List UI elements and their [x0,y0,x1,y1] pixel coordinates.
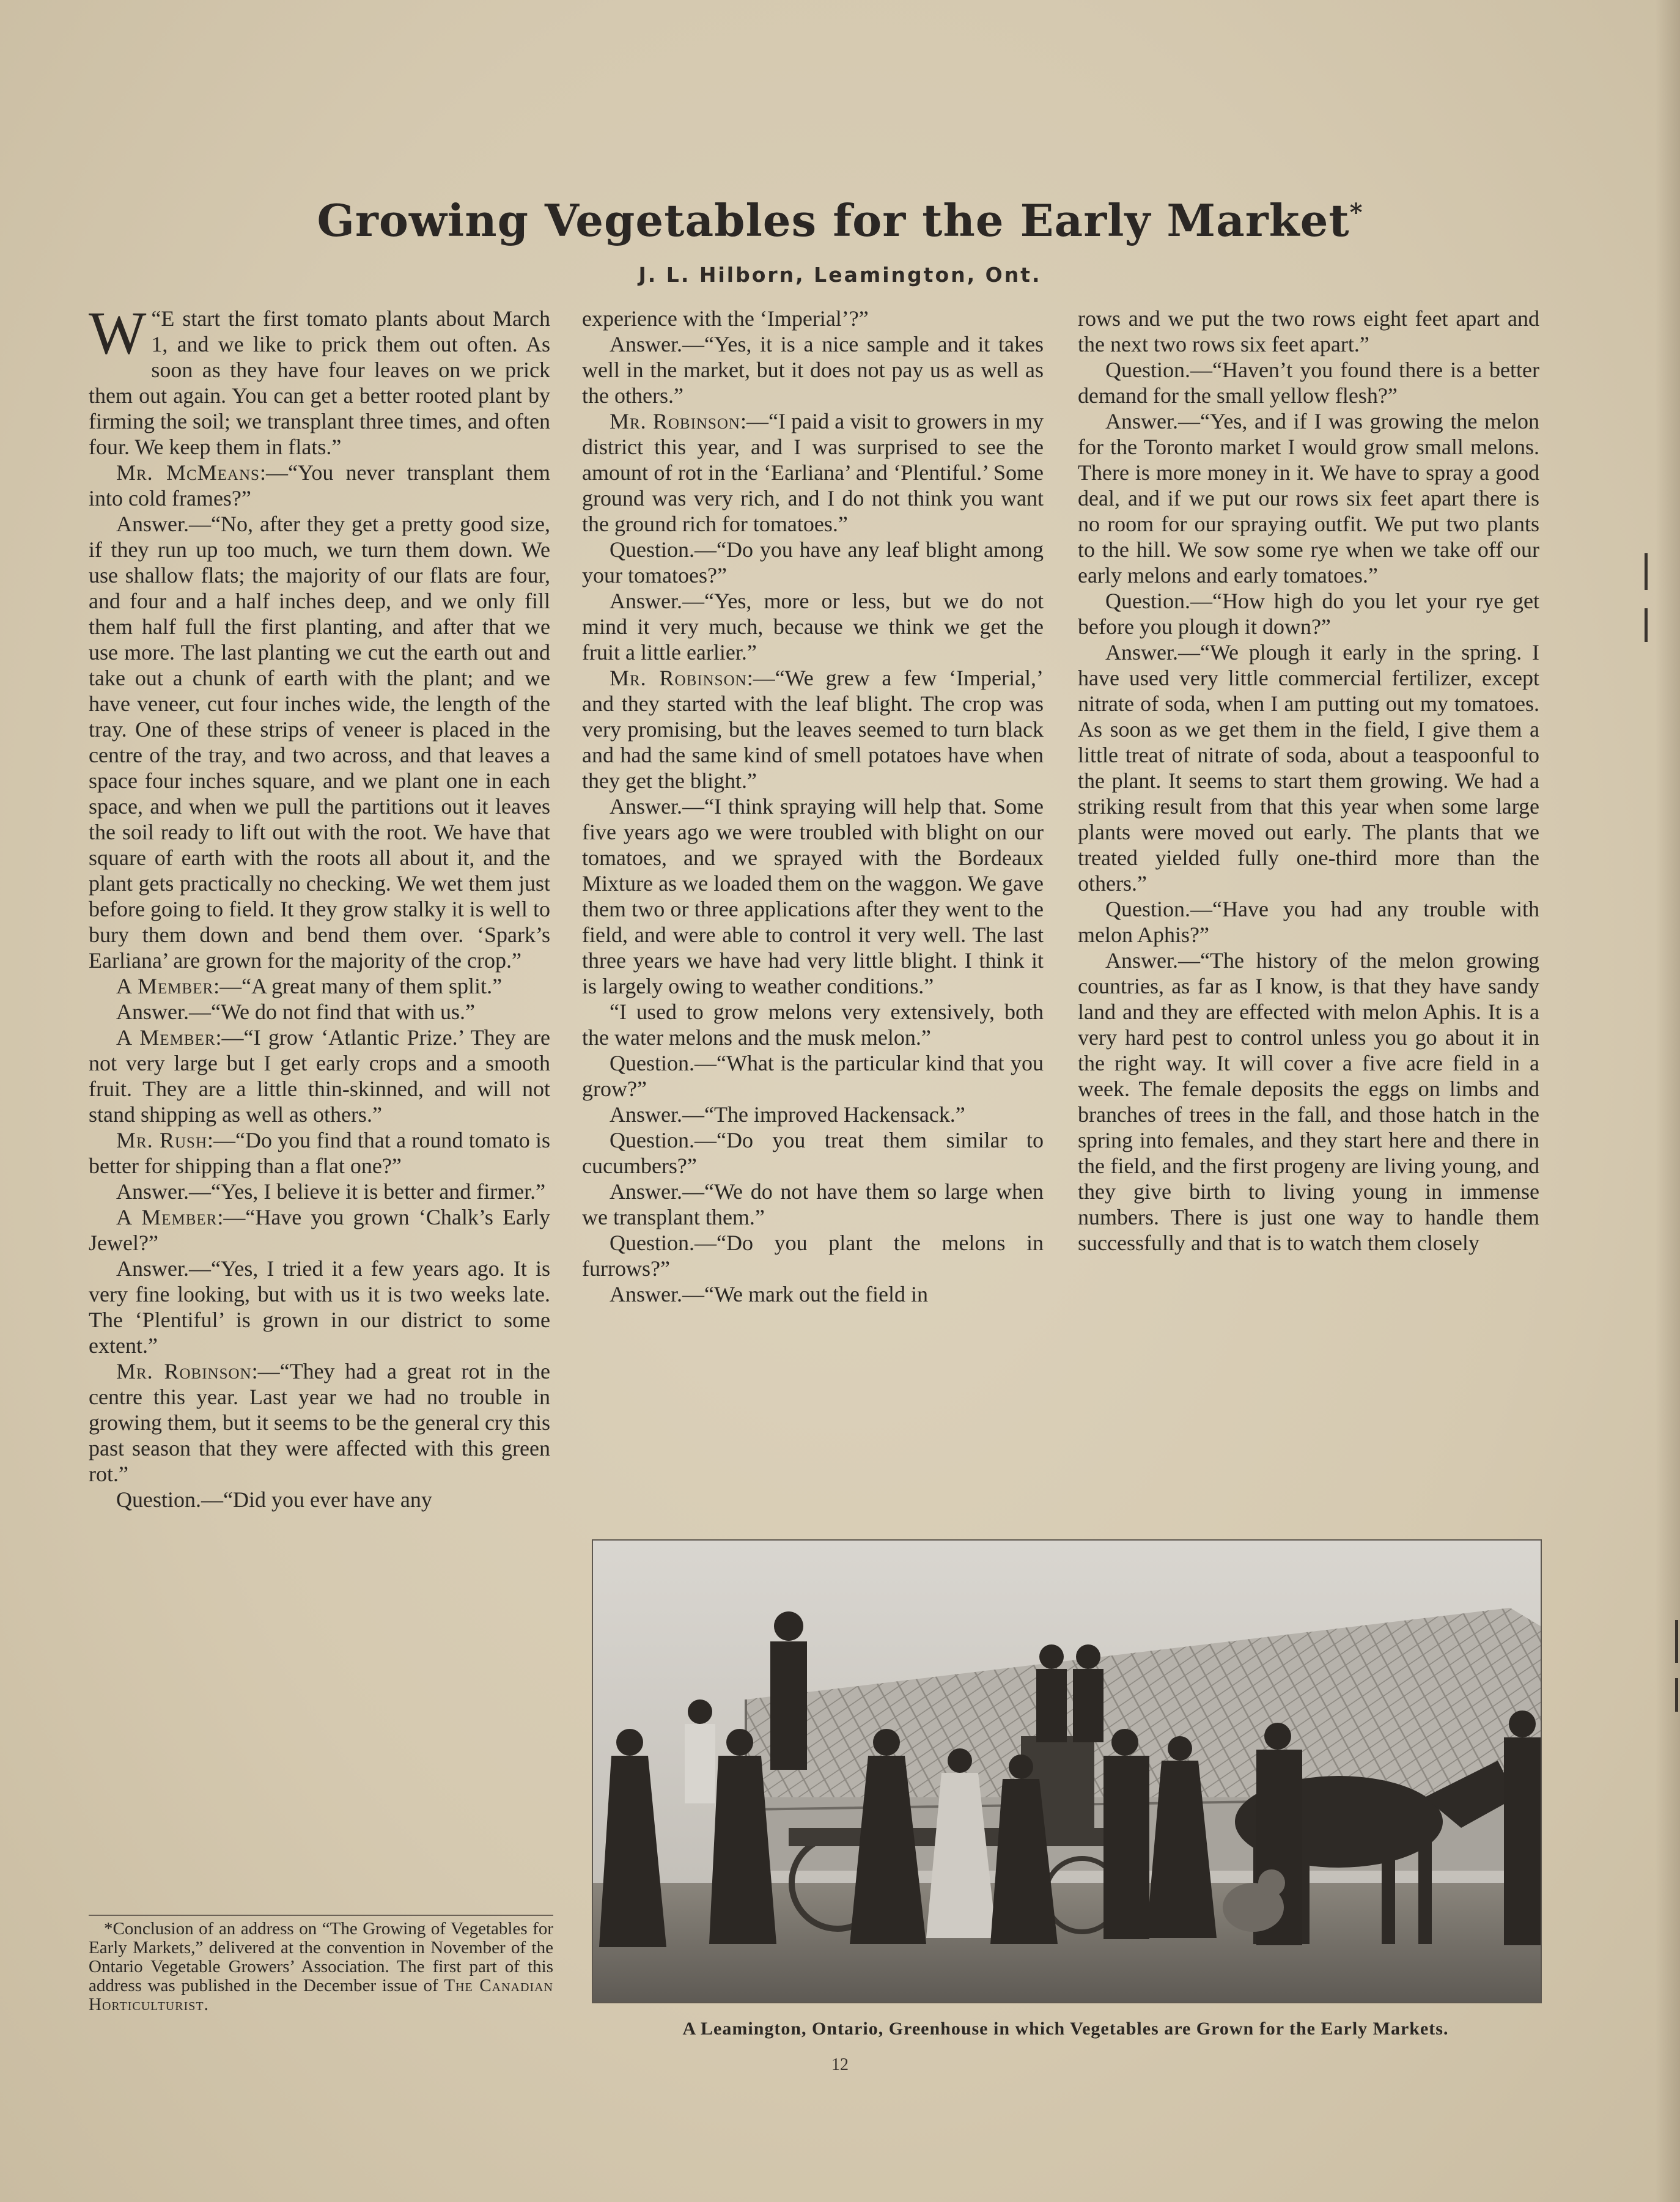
footnote-body: *Conclusion of an address on “The Growing of Vegetables for Early Markets,” delivered at the convention in November of the Ontario Vegetable Growers’ Association. The first part of this address was published in the December issue of [89,1919,553,1995]
article-title [0,194,1680,246]
paragraph: experience with the ‘Imperial’?” [582,306,869,331]
margin-mark [1645,608,1648,642]
paragraph: Answer.—“The history of the melon growing countries, as far as I know, is that they have sandy land and they are effected with melon Aphis. It is a very hard pest to control unless you go about it in the right way. It will cover a five acre field in a week. The female deposits the eggs on limbs and branches of trees in the fall, and those hatch in the spring into females, and they start here and there in the field, and the first progeny are living young, and they give birth to living young in immense numbers. There is just one way to handle them successfully and that is to watch them closely [1078,948,1539,1255]
paragraph [89,1127,550,1179]
paragraph: Answer.—“We plough it early in the spring. I have used very little commercial fertilizer, except nitrate of soda, when I am putting out my tomatoes. As soon as we get them in the field, I give them a little treat of nitrate of soda, about a teaspoonful to the plant. It seems to start them growing. We had a striking result from that this year when some large plants were moved out early. The plants that we treated yielded fully one-third more than the others.” [1078,640,1539,896]
margin-mark [1675,1620,1678,1663]
paragraph: Question.—“How high do you let your rye get before you plough it down?” [1078,589,1539,639]
paragraph: “I used to grow melons very extensively, both the water melons and the musk melon.” [582,1000,1044,1050]
opening-quote: “ [151,306,161,331]
paragraph-text: E start the first tomato plants about March 1, and we like to prick them out often. As soon as they have four leaves on we prick them out again. You can get a better rooted plant by firming the soil; we transplant three times, and often four. We keep them in flats.” [89,306,550,459]
speaker-name: Mr. McMeans [116,460,260,485]
paragraph: Question.—“Did you ever have any [116,1487,432,1512]
paragraph: Question.—“Have you had any trouble with melon Aphis?” [1078,897,1539,947]
paragraph-text: :—“A great many of them split.” [213,974,503,998]
footnote-text [89,1920,553,2014]
paragraph: Question.—“Haven’t you found there is a better demand for the small yellow flesh?” [1078,358,1539,408]
footnote [89,1920,553,2014]
drop-cap: W [89,299,147,367]
paragraph: Answer.—“The improved Hackensack.” [610,1102,965,1127]
margin-mark [1645,553,1648,590]
paragraph: Answer.—“We do not find that with us.” [116,1000,476,1024]
paragraph: Answer.—“I think spraying will help that. Some five years ago we were troubled with blight on our tomatoes, and we sprayed with the Bordeaux Mixture as we loaded them on the waggon. We gave them two or three applications after they went to the field, and were able to control it very well. The last three years we have had very little blight. I think it is largely owing to weather conditions.” [582,794,1044,998]
speaker-name: A Member [116,974,214,998]
paragraph-text: :—“I paid a visit to growers in my district this year, and I was surprised to see the amount of rot in the ‘Earliana’ and ‘Plentiful.’ Some ground was very rich, and I do not think you want the ground rich for tomatoes.” [582,409,1044,536]
speaker-name: A Member [116,1205,218,1229]
photo-caption: A Leamington, Ontario, Greenhouse in which Vegetables are Grown for the Early Markets. [682,2019,1449,2039]
paragraph: Answer.—“Yes, I tried it a few years ago. It is very fine looking, but with us it is two weeks late. The ‘Plentiful’ is grown in our district to some extent.” [89,1256,550,1358]
paragraph [89,460,550,511]
page-edge-shadow [1656,0,1680,2202]
paragraph: Answer.—“No, after they get a pretty good size, if they run up too much, we turn them down. We use shallow flats; the majority of our flats are four, and four and a half inches deep, and we only fill them half full the first planting, and after that we use more. The last planting we cut the earth out and take out a chunk of earth with the plant; and we have veneer, cut four inches wide, the length of the tray. One of these strips of veneer is placed in the centre of the tray, and two across, and that leaves a space four inches square, and we plant one in each space, and when we pull the partitions out it leaves the soil ready to lift out with the root. We have that square of earth with the roots all about it, and the plant gets practically no checking. We wet them just before going to field. It they grow stalky it is well to bury them down and bend them over. ‘Spark’s Earliana’ are grown for the majority of the crop.” [89,512,550,973]
footnote-rule [89,1915,553,1916]
article-byline: J. L. Hilborn, Leamington, Ont. [638,263,1042,287]
margin-mark [1675,1678,1678,1712]
paragraph: Answer.—“Yes, I believe it is better and firmer.” [116,1179,546,1204]
paragraph-text: :—“I grow ‘Atlantic Prize.’ They are not very large but I get early crops and a smooth fruit. They are a little thin-skinned, and will not stand shipping as well as others.” [89,1025,550,1127]
paragraph: Question.—“Do you plant the melons in furrows?” [582,1231,1044,1281]
paragraph-text: :—“They had a great rot in the centre this year. Last year we had no trouble in growing them, but it seems to be the general cry this past season that they were affected with this green rot.” [89,1359,551,1486]
paragraph: Answer.—“We mark out the field in [610,1282,928,1306]
paragraph: Question.—“Do you have any leaf blight among your tomatoes?” [582,537,1044,587]
article-title-text: Growing Vegetables for the Early Market [317,194,1350,246]
paragraph-text: :—“Do you find that a round tomato is better for shipping than a flat one?” [89,1128,550,1178]
paragraph [89,1204,550,1256]
greenhouse-photo [592,1539,1542,2003]
page-number: 12 [831,2055,849,2074]
speaker-name: Mr. Robinson [610,409,740,433]
greenhouse-photo-illustration [593,1541,1541,2002]
text-column-3 [1078,306,1539,1256]
paragraph [89,299,550,460]
speaker-name: Mr. Robinson [610,666,747,690]
paragraph: Answer.—“Yes, it is a nice sample and it takes well in the market, but it does not pay us as well as the others.” [582,332,1044,408]
text-column-1 [89,299,551,1512]
paragraph: Question.—“Do you treat them similar to cucumbers?” [582,1128,1044,1178]
paragraph [582,408,1044,537]
paragraph [89,973,550,999]
paragraph-text: :—“You never transplant them into cold frames?” [89,460,550,510]
paragraph: Question.—“What is the particular kind that you grow?” [582,1051,1044,1101]
paragraph: rows and we put the two rows eight feet apart and the next two rows six feet apart.” [1078,306,1539,356]
paragraph-text: :—“Have you grown ‘Chalk’s Early Jewel?” [89,1205,550,1255]
journal-name: The Canadian Horticulturist. [89,1976,553,2014]
speaker-name: Mr. Rush [116,1128,208,1152]
speaker-name: Mr. Robinson [116,1359,252,1383]
paragraph [582,665,1044,794]
paragraph-text: :—“We grew a few ‘Imperial,’ and they started with the leaf blight. The crop was very promising, but the leaves seemed to turn black and had the same kind of smell potatoes have when they get the blight.” [582,666,1044,793]
text-column-2 [582,306,1044,1307]
paragraph: Answer.—“Yes, and if I was growing the melon for the Toronto market I would grow small melons. There is more money in it. We have to spray a good deal, and if we put our rows six feet apart there is no room for our spraying outfit. We put two plants to the hill. We sow some rye when we take off our early melons and early tomatoes.” [1078,409,1539,587]
speaker-name: A Member [116,1025,216,1050]
paragraph: Answer.—“We do not have them so large when we transplant them.” [582,1179,1044,1229]
paragraph [89,1025,550,1127]
paragraph [89,1358,550,1487]
title-footnote-mark: * [1349,198,1363,227]
paragraph: Answer.—“Yes, more or less, but we do not mind it very much, because we think we get the fruit a little earlier.” [582,589,1044,665]
